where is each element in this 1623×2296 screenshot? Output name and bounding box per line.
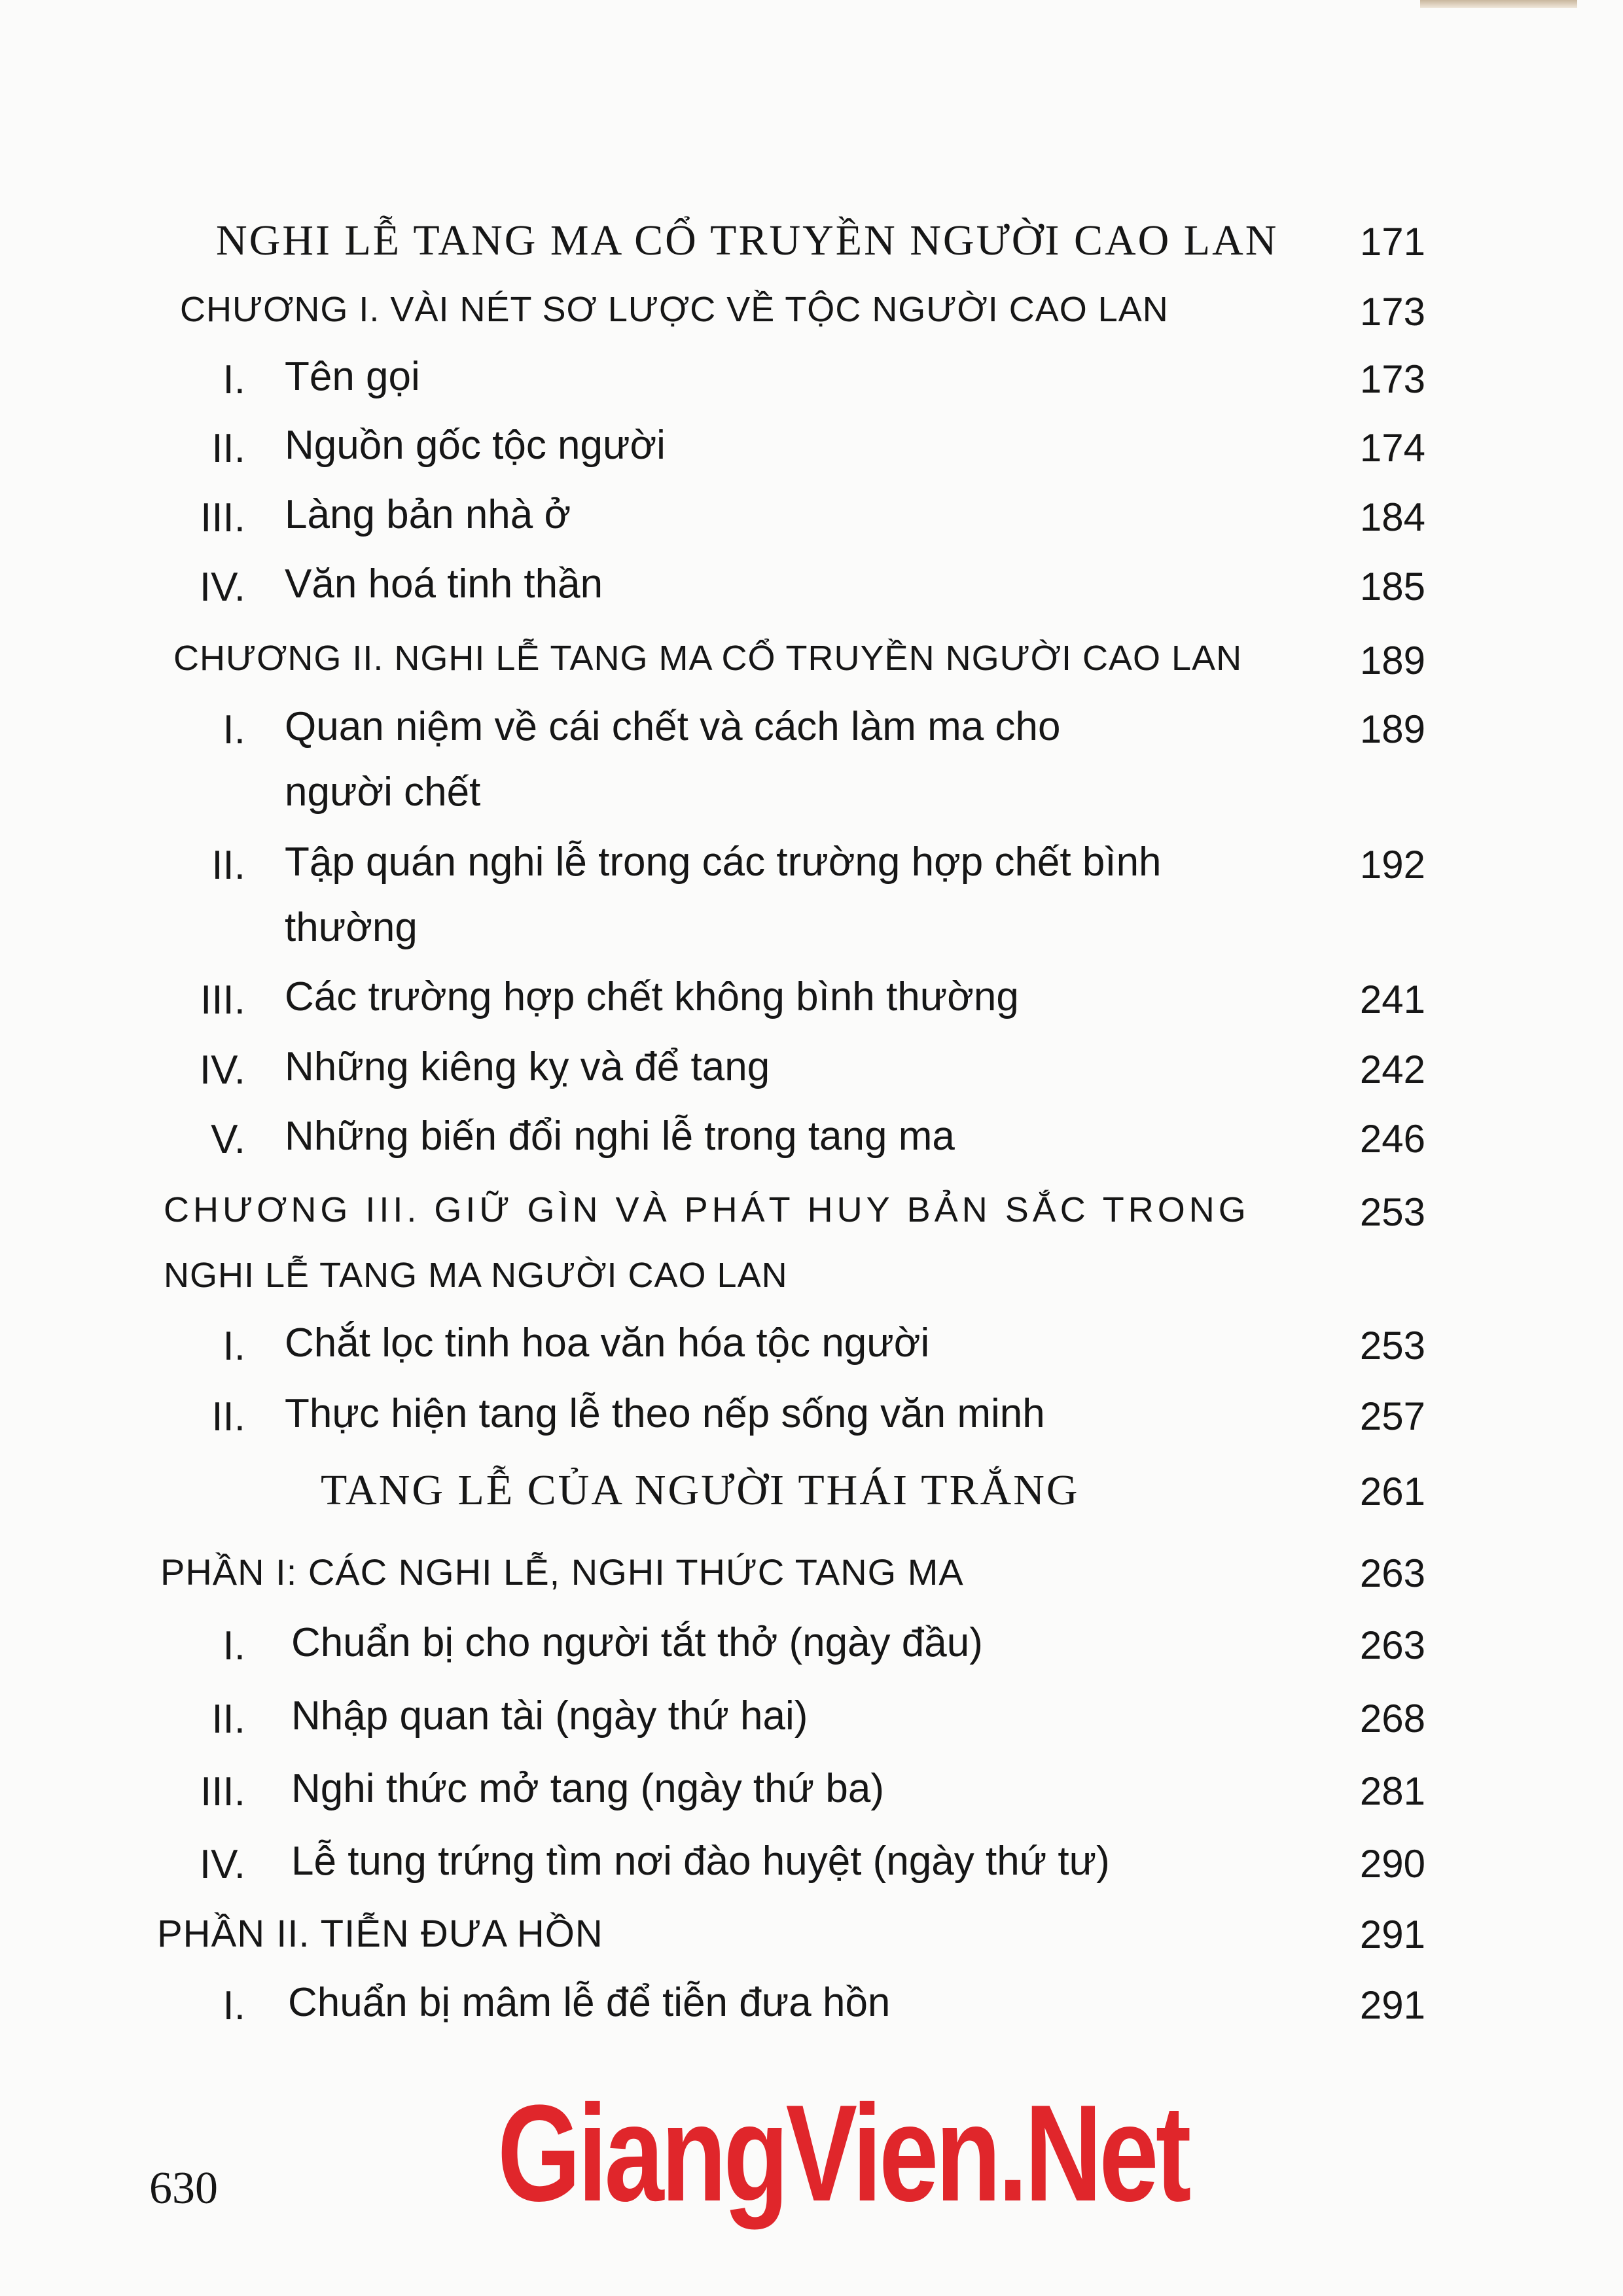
chapter-title: CHƯƠNG I. VÀI NÉT SƠ LƯỢC VỀ TỘC NGƯỜI CAO LAN: [180, 290, 1169, 329]
item-text: Quan niệm về cái chết và cách làm ma cho: [285, 704, 1061, 749]
item-text-continuation: thường: [285, 905, 418, 950]
item-page: 290: [1359, 1842, 1425, 1886]
item-text: Thực hiện tang lễ theo nếp sống văn minh: [285, 1391, 1045, 1436]
item-page: 242: [1359, 1048, 1425, 1091]
item-page: 291: [1359, 1983, 1425, 2027]
item-page: 246: [1359, 1117, 1425, 1161]
chapter-title-continuation: NGHI LỄ TANG MA NGƯỜI CAO LAN: [164, 1256, 788, 1295]
item-page: 192: [1359, 843, 1425, 887]
item-text: Các trường hợp chết không bình thường: [285, 974, 1019, 1019]
section-title: NGHI LỄ TANG MA CỔ TRUYỀN NGƯỜI CAO LAN: [216, 217, 1279, 264]
chapter-page: 263: [1359, 1551, 1425, 1595]
item-number: II.: [211, 1394, 245, 1439]
item-text: Nguồn gốc tộc người: [285, 423, 666, 468]
item-number: IV.: [199, 565, 245, 610]
chapter-page: 253: [1359, 1190, 1425, 1234]
section-page: 171: [1359, 220, 1425, 264]
chapter-page: 291: [1359, 1913, 1425, 1956]
item-number: I.: [223, 1983, 245, 2028]
item-number: I.: [223, 1623, 245, 1669]
section-page: 261: [1359, 1470, 1425, 1513]
item-number: I.: [223, 1324, 245, 1369]
item-number: I.: [223, 357, 245, 402]
item-page: 173: [1359, 357, 1425, 401]
item-text: Văn hoá tinh thần: [285, 561, 603, 607]
section-title: TANG LỄ CỦA NGƯỜI THÁI TRẮNG: [321, 1466, 1080, 1514]
item-text: Nhập quan tài (ngày thứ hai): [291, 1693, 808, 1739]
item-text: Tập quán nghi lễ trong các trường hợp chết bình: [285, 839, 1162, 885]
page-number: 630: [149, 2163, 218, 2214]
item-number: II.: [211, 843, 245, 888]
item-number: III.: [200, 1769, 245, 1814]
item-number: II.: [211, 426, 245, 471]
item-page: 281: [1359, 1769, 1425, 1813]
item-text: Lễ tung trứng tìm nơi đào huyệt (ngày thứ tư): [291, 1839, 1110, 1884]
item-page: 185: [1359, 565, 1425, 609]
item-number: IV.: [199, 1842, 245, 1887]
chapter-page: 189: [1359, 639, 1425, 682]
item-text: Làng bản nhà ở: [285, 492, 571, 537]
item-page: 263: [1359, 1623, 1425, 1667]
chapter-title: PHẦN I: CÁC NGHI LỄ, NGHI THỨC TANG MA: [160, 1551, 964, 1593]
item-text-continuation: người chết: [285, 769, 481, 815]
item-number: IV.: [199, 1048, 245, 1093]
item-text: Tên gọi: [285, 354, 420, 399]
item-number: V.: [211, 1117, 245, 1162]
chapter-title: CHƯƠNG III. GIỮ GÌN VÀ PHÁT HUY BẢN SẮC TRONG: [164, 1190, 1250, 1229]
item-number: II.: [211, 1697, 245, 1742]
item-page: 184: [1359, 495, 1425, 539]
chapter-title: PHẦN II. TIỄN ĐƯA HỒN: [157, 1913, 603, 1955]
item-number: I.: [223, 707, 245, 752]
item-page: 257: [1359, 1394, 1425, 1438]
item-number: III.: [200, 495, 245, 540]
item-text: Những biến đổi nghi lễ trong tang ma: [285, 1114, 955, 1159]
chapter-title: CHƯƠNG II. NGHI LỄ TANG MA CỔ TRUYỀN NGƯỜI CAO LAN: [173, 639, 1243, 678]
item-page: 189: [1359, 707, 1425, 751]
item-text: Nghi thức mở tang (ngày thứ ba): [291, 1766, 884, 1811]
item-page: 241: [1359, 978, 1425, 1021]
item-text: Những kiêng kỵ và để tang: [285, 1044, 770, 1089]
item-text: Chắt lọc tinh hoa văn hóa tộc người: [285, 1320, 930, 1366]
item-number: III.: [200, 978, 245, 1023]
item-page: 253: [1359, 1324, 1425, 1368]
watermark-logo: GiangVien.Net: [497, 2076, 1188, 2230]
item-page: 268: [1359, 1697, 1425, 1740]
item-page: 174: [1359, 426, 1425, 470]
item-text: Chuẩn bị mâm lễ để tiễn đưa hồn: [288, 1980, 891, 2025]
chapter-page: 173: [1359, 290, 1425, 334]
item-text: Chuẩn bị cho người tắt thở (ngày đầu): [291, 1620, 983, 1665]
